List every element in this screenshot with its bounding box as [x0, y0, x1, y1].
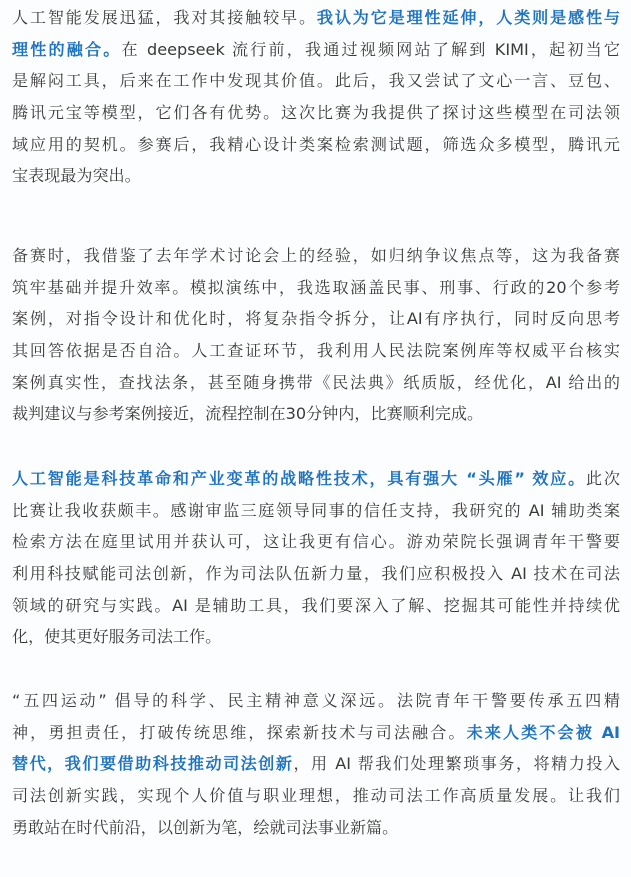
- text-line: [12, 717, 620, 749]
- text-line: [12, 558, 620, 590]
- text-segment: 腾讯元宝等模型，它们各有优势。这次比赛为我提供了探讨这些模型在司法领: [12, 103, 620, 123]
- highlighted-text: 人工智能是科技革命和产业变革的战略性技术，具有强大 “头雁” 效应。: [12, 469, 587, 488]
- text-segment: 案例真实性，查找法条，甚至随身携带《民法典》纸质版，经优化，AI 给出的: [12, 372, 620, 392]
- text-line: [12, 272, 620, 304]
- text-line: [12, 685, 620, 717]
- text-line: [12, 303, 620, 335]
- text-segment: 司法创新实践，实现个人价值与职业理想，推动司法工作高质量发展。让我们: [12, 786, 620, 806]
- text-line: [12, 812, 620, 844]
- text-segment: 此次: [586, 469, 620, 488]
- text-line: [12, 335, 620, 367]
- text-segment: 人工智能发展迅猛，我对其接触较早。: [12, 8, 317, 27]
- text-segment: 在 deepseek 流行前，我通过视频网站了解到 KIMI，起初当它: [121, 39, 620, 59]
- highlighted-text: 理性的融合。: [12, 39, 122, 59]
- text-line: [12, 398, 620, 430]
- text-line: [12, 621, 620, 653]
- text-segment: 其回答依据是否自洽。人工查证环节，我利用人民法院案例库等权威平台核实: [12, 341, 620, 361]
- text-line: [12, 780, 620, 812]
- text-segment: 比赛让我收获颇丰。感谢审监三庭领导同事的信任支持，我研究的 AI 辅助类案: [12, 500, 620, 520]
- text-segment: 宝表现最为突出。: [12, 166, 141, 186]
- text-line: [12, 34, 620, 66]
- text-line: [12, 240, 620, 272]
- paragraph-ai-intro: [12, 2, 620, 192]
- text-line: [12, 367, 620, 399]
- text-line: [12, 160, 620, 192]
- text-segment: 利用科技赋能司法创新，作为司法队伍新力量，我们应积极投入 AI 技术在司法: [12, 564, 620, 584]
- text-line: [12, 526, 620, 558]
- text-segment: 检索方法在庭里试用并获认可，这让我更有信心。游劝荣院长强调青年干警要: [12, 532, 620, 552]
- text-segment: 勇敢站在时代前沿，以创新为笔，绘就司法事业新篇。: [12, 817, 399, 837]
- text-segment: 化，使其更好服务司法工作。: [12, 627, 222, 647]
- text-segment: “五四运动” 倡导的科学、民主精神意义深远。法院青年干警要传承五四精: [12, 691, 620, 710]
- text-segment: 域应用的契机。参赛后，我精心设计类案检索测试题，筛选众多模型，腾讯元: [12, 134, 620, 154]
- text-segment: 案例，对指令设计和优化时，将复杂指令拆分，让AI有序执行，同时反向思考: [12, 309, 620, 329]
- text-line: [12, 463, 620, 495]
- text-line: [12, 65, 620, 97]
- highlighted-text: 替代，我们要借助科技推动司法创新: [12, 754, 294, 774]
- text-segment: 筑牢基础并提升效率。模拟演练中，我选取涵盖民事、刑事、行政的20个参考: [12, 277, 620, 297]
- text-line: [12, 748, 620, 780]
- text-line: [12, 129, 620, 161]
- text-segment: 裁判建议与参考案例接近，流程控制在30分钟内，比赛顺利完成。: [12, 404, 484, 424]
- text-line: [12, 495, 620, 527]
- highlighted-text: 我认为它是理性延伸，人类则是感性与: [316, 8, 620, 27]
- paragraph-reflection: [12, 463, 620, 653]
- paragraph-preparation: [12, 240, 620, 430]
- paragraph-may-fourth: [12, 685, 620, 843]
- highlighted-text: 未来人类不会被 AI: [466, 722, 620, 742]
- text-segment: 备赛时，我借鉴了去年学术讨论会上的经验，如归纳争议焦点等，这为我备赛: [12, 246, 620, 265]
- text-line: [12, 97, 620, 129]
- text-segment: 神，勇担责任，打破传统思维，探索新技术与司法融合。: [12, 722, 467, 742]
- text-segment: 是解闷工具，后来在工作中发现其价值。此后，我又尝试了文心一言、豆包、: [12, 71, 620, 91]
- text-segment: 领域的研究与实践。AI 是辅助工具，我们要深入了解、挖掘其可能性并持续优: [12, 595, 620, 615]
- text-line: [12, 590, 620, 622]
- text-segment: ，用 AI 帮我们处理繁琐事务，将精力投入: [293, 754, 620, 774]
- text-line: [12, 2, 620, 34]
